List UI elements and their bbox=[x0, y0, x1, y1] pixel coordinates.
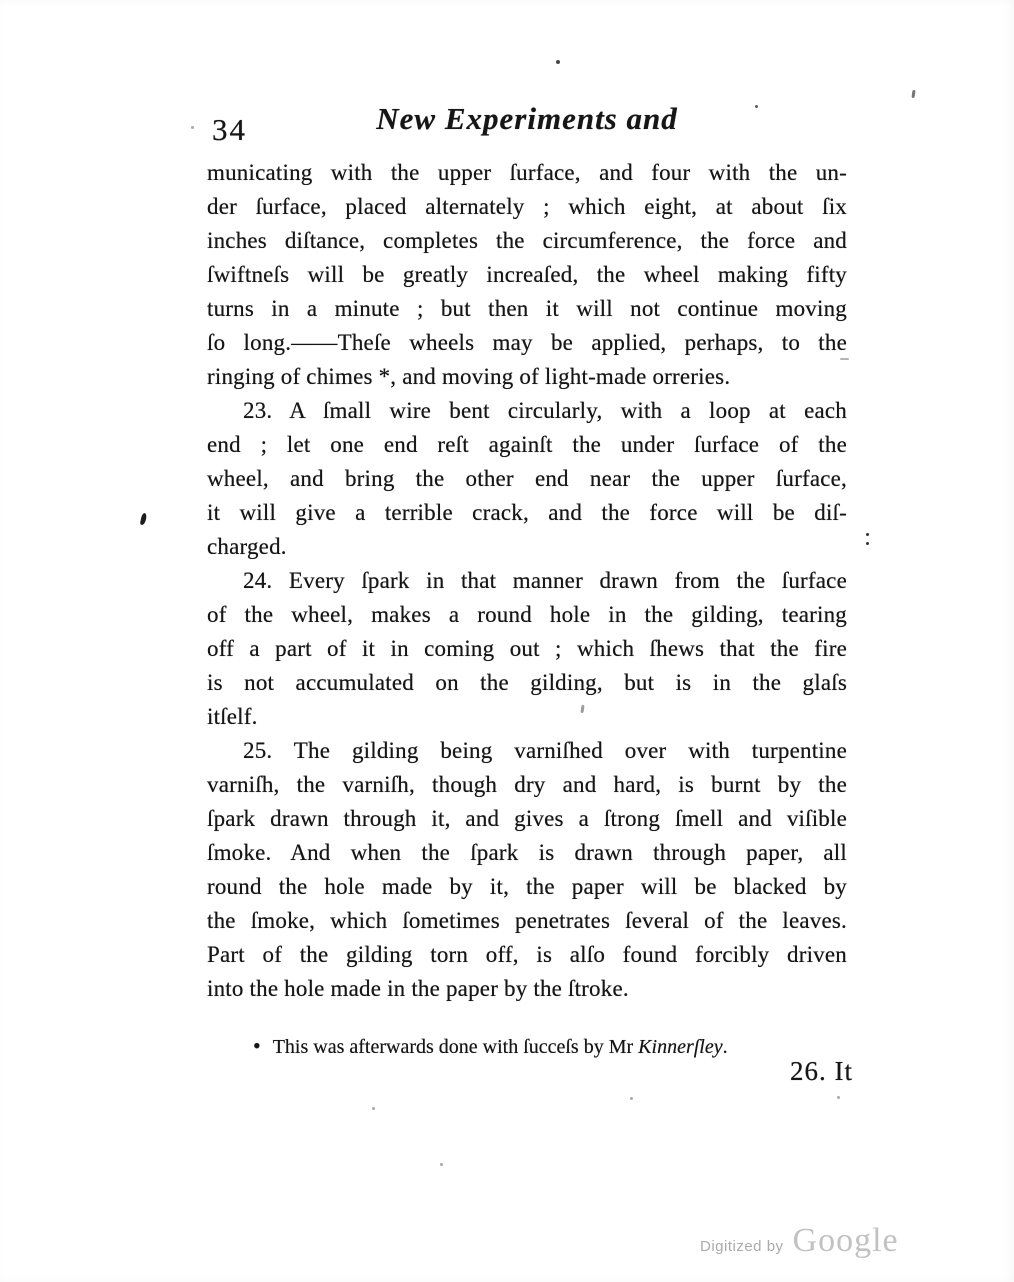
text-line: 25. The gilding being varniſhed over with turpentine bbox=[243, 738, 847, 763]
ink-speck bbox=[911, 90, 915, 98]
digitized-by-label: Digitized by bbox=[700, 1238, 784, 1255]
ink-speck bbox=[440, 1163, 443, 1166]
page-number: 34 bbox=[212, 112, 247, 147]
footnote-marker: • bbox=[253, 1033, 261, 1058]
text-line: into the hole made in the paper by the ſtroke. bbox=[207, 976, 629, 1001]
text-line: municating with the upper ſurface, and four with the un- bbox=[207, 160, 847, 185]
footnote-period: . bbox=[722, 1036, 728, 1058]
text-line: wheel, and bring the other end near the upper ſurface, bbox=[207, 466, 847, 491]
ink-speck bbox=[630, 1097, 633, 1100]
text-line: ſpark drawn through it, and gives a ſtrong ſmell and viſible bbox=[207, 806, 847, 831]
ink-speck bbox=[866, 533, 869, 545]
text-line: itſelf. bbox=[207, 704, 258, 729]
ink-speck bbox=[556, 60, 560, 64]
ink-speck bbox=[755, 105, 758, 108]
google-watermark bbox=[700, 1222, 899, 1260]
ink-speck bbox=[372, 1107, 375, 1110]
text-line: inches diſtance, completes the circumference, the force and bbox=[207, 228, 847, 253]
text-line: of the wheel, makes a round hole in the gilding, tearing bbox=[207, 602, 847, 627]
footnote-name: Kinnerſley bbox=[638, 1036, 723, 1058]
catchword: 26. It bbox=[790, 1056, 853, 1086]
text-line: the ſmoke, which ſometimes penetrates ſeveral of the leaves. bbox=[207, 908, 847, 933]
text-line: round the hole made by it, the paper will be blacked by bbox=[207, 874, 847, 899]
ink-speck bbox=[140, 513, 147, 526]
text-line: ſo long.——Theſe wheels may be applied, perhaps, to the bbox=[207, 330, 847, 355]
footnote-text: This was afterwards done with ſucceſs by Mr bbox=[272, 1036, 639, 1058]
text-line: is not accumulated on the gilding, but is in the glaſs bbox=[207, 670, 847, 695]
text-line: Part of the gilding torn off, is alſo found forcibly driven bbox=[207, 942, 847, 967]
running-head: New Experiments and bbox=[376, 101, 678, 136]
text-line: ringing of chimes *, and moving of light-made orreries. bbox=[207, 364, 731, 389]
text-line: ſwiftneſs will be greatly increaſed, the wheel making fifty bbox=[207, 262, 847, 287]
google-logo-text: Google bbox=[792, 1222, 899, 1259]
text-line: 23. A ſmall wire bent circularly, with a loop at each bbox=[243, 398, 847, 423]
body-text bbox=[207, 156, 847, 1006]
ink-speck bbox=[840, 358, 849, 360]
text-line: off a part of it in coming out ; which ſhews that the fire bbox=[207, 636, 847, 661]
text-line: varniſh, the varniſh, though dry and hard, is burnt by the bbox=[207, 772, 847, 797]
text-line: it will give a terrible crack, and the force will be diſ- bbox=[207, 500, 847, 525]
text-line: end ; let one end reſt againſt the under ſurface of the bbox=[207, 432, 847, 457]
text-line: turns in a minute ; but then it will not continue moving bbox=[207, 296, 847, 321]
text-line: charged. bbox=[207, 534, 287, 559]
text-line: der ſurface, placed alternately ; which eight, at about ſix bbox=[207, 194, 847, 219]
text-line: ſmoke. And when the ſpark is drawn through paper, all bbox=[207, 840, 847, 865]
ink-speck bbox=[837, 1096, 840, 1099]
ink-speck bbox=[191, 126, 194, 129]
text-line: 24. Every ſpark in that manner drawn from the ſurface bbox=[243, 568, 847, 593]
